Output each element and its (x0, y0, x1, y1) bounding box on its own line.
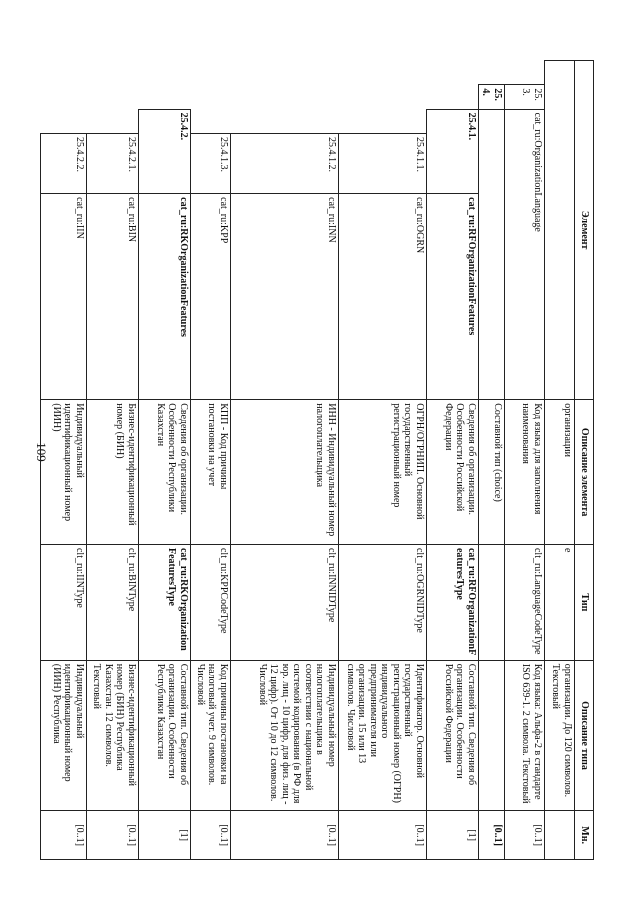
cell-multiplicity: [1] (427, 811, 479, 860)
cell-type-description: Индивидуальный идентификационный номер (ИИН) Республика (41, 660, 87, 811)
header-type: Тип (575, 544, 594, 660)
cell-number: 25.4.1.2. (231, 133, 339, 193)
cell-type-description: Код причины постановки на налоговый учет. 9 символов. Числовой (191, 660, 231, 811)
cell-type: clt_ru:IINType (41, 544, 87, 660)
cell-multiplicity: [0..1] (339, 811, 427, 860)
cell-multiplicity: [1] (139, 811, 191, 860)
cell-element: cat_ru:RFOrganizationFeatures (427, 194, 479, 400)
indent-cell (339, 85, 427, 109)
indent-cell (139, 85, 191, 109)
cell-description: организации (545, 400, 575, 545)
cell-description: Индивидуальный идентификационный номер (ИИН) (41, 400, 87, 545)
cell-type-description: Идентификатор. Основной государственный регистрационный номер (ОГРН) индивидуального предпринимателя или организации. 15 или 13 символов. Числовой (339, 660, 427, 811)
cell-element: cat_ru:BIN (87, 194, 139, 400)
indent-cell (479, 61, 505, 85)
indent-cell (191, 109, 231, 133)
cell-type-description: Составной тип. Сведения об организации. Особенности Российской Федерации (427, 660, 479, 811)
indent-cell (231, 61, 339, 85)
page-number: 109 (34, 442, 49, 462)
cell-type: clt_ru:BINType (87, 544, 139, 660)
cell-description: Сведения об организации. Особенности Республики Казахстан (139, 400, 191, 545)
cell-description: Бизнес-идентификационный номер (БИН) (87, 400, 139, 545)
cell-type: clt_ru:LanguageCodeType (505, 544, 545, 660)
cell-multiplicity: [0..1] (479, 811, 505, 860)
cell-multiplicity: [0..1] (41, 811, 87, 860)
cell-type-description: Составной тип. Сведения об организации. Особенности Республики Казахстан (139, 660, 191, 811)
cell-type-description: Индивидуальный номер налогоплательщика в соответствии с национальной системой кодирования (в РФ для юр. лиц - 10 цифр, для физ. лиц - 12 цифр). От 10 до 12 символов. Числовой (231, 660, 339, 811)
cell-number: 25.4.1. (427, 109, 479, 194)
cell-type: clt_ru:KPPCodeType (191, 544, 231, 660)
cell-multiplicity (545, 811, 575, 860)
cell-description: Составной тип (choice) (479, 400, 505, 545)
indent-cell (231, 85, 339, 109)
cell-description: КПП - Код причины постановки на учет (191, 400, 231, 545)
cell-description: ИНН - Индивидуальный номер налогоплательщика (231, 400, 339, 545)
indent-cell (139, 61, 191, 85)
indent-cell (427, 85, 479, 109)
header-description: Описание элемента (575, 400, 594, 545)
cell-number: 25.4.1.3. (191, 133, 231, 193)
cell-description: Сведения об организации. Особенности Российской Федерации (427, 400, 479, 545)
indent-cell (87, 109, 139, 133)
cell-element (545, 61, 575, 400)
elements-table (40, 60, 594, 860)
cell-element: cat_ru:KPP (191, 194, 231, 400)
cell-type: clt_ru:OGRNIDType (339, 544, 427, 660)
cell-type: cat_ru:RFOrganizationFeaturesType (427, 544, 479, 660)
indent-cell (339, 109, 427, 133)
indent-cell (505, 61, 545, 85)
indent-cell (427, 61, 479, 85)
cell-element (479, 109, 505, 400)
indent-cell (87, 61, 139, 85)
cell-type: e (545, 544, 575, 660)
indent-cell (41, 109, 87, 133)
cell-description: Код языка для заполнения наименования (505, 400, 545, 545)
cell-number: 25.4.1.1. (339, 133, 427, 193)
table-row (427, 61, 479, 860)
indent-cell (41, 61, 87, 85)
cell-type-description: Бизнес-идентификационный номер (БИН) Республика Казахстан. 12 символов. Текстовый (87, 660, 139, 811)
table-row (41, 61, 87, 860)
header-multiplicity: Мн. (575, 811, 594, 860)
table-row-continuation (545, 61, 575, 860)
indent-cell (87, 85, 139, 109)
cell-element: cat_ru:OrganizationLanguage (505, 109, 545, 400)
table-row (479, 61, 505, 860)
cell-type: clt_ru:INNIDType (231, 544, 339, 660)
cell-multiplicity: [0..1] (191, 811, 231, 860)
cell-number: 25.4.2. (139, 109, 191, 194)
cell-type-description: Код языка: Альфа-2 в стандарте ISO 639-1. 2 символа. Текстовый (505, 660, 545, 811)
document-table-container (51, 60, 594, 860)
cell-number: 25.3. (505, 85, 545, 109)
table-row (505, 61, 545, 860)
table-row (231, 61, 339, 860)
header-row (575, 61, 594, 860)
cell-number: 25.4. (479, 85, 505, 109)
cell-type (479, 544, 505, 660)
cell-type-description: организации. До 120 символов. Текстовый (545, 660, 575, 811)
cell-multiplicity: [0..1] (231, 811, 339, 860)
cell-description: ОГРН/ОГРНИП. Основной государственный регистрационный номер (339, 400, 427, 545)
cell-multiplicity: [0..1] (505, 811, 545, 860)
cell-type: cat_ru:RKOrganizationFeaturesType (139, 544, 191, 660)
indent-cell (191, 85, 231, 109)
table-row (339, 61, 427, 860)
indent-cell (231, 109, 339, 133)
table-row (87, 61, 139, 860)
header-element: Элемент (575, 61, 594, 400)
cell-number: 25.4.2.2. (41, 133, 87, 193)
cell-type-description (479, 660, 505, 811)
cell-element: cat_ru:IIN (41, 194, 87, 400)
cell-element: cat_ru:RKOrganizationFeatures (139, 194, 191, 400)
indent-cell (339, 61, 427, 85)
cell-element: cat_ru:OGRN (339, 194, 427, 400)
cell-element: cat_ru:INN (231, 194, 339, 400)
header-type-description: Описание типа (575, 660, 594, 811)
table-row (139, 61, 191, 860)
indent-cell (191, 61, 231, 85)
table-row (191, 61, 231, 860)
cell-number: 25.4.2.1. (87, 133, 139, 193)
indent-cell (41, 85, 87, 109)
cell-multiplicity: [0..1] (87, 811, 139, 860)
